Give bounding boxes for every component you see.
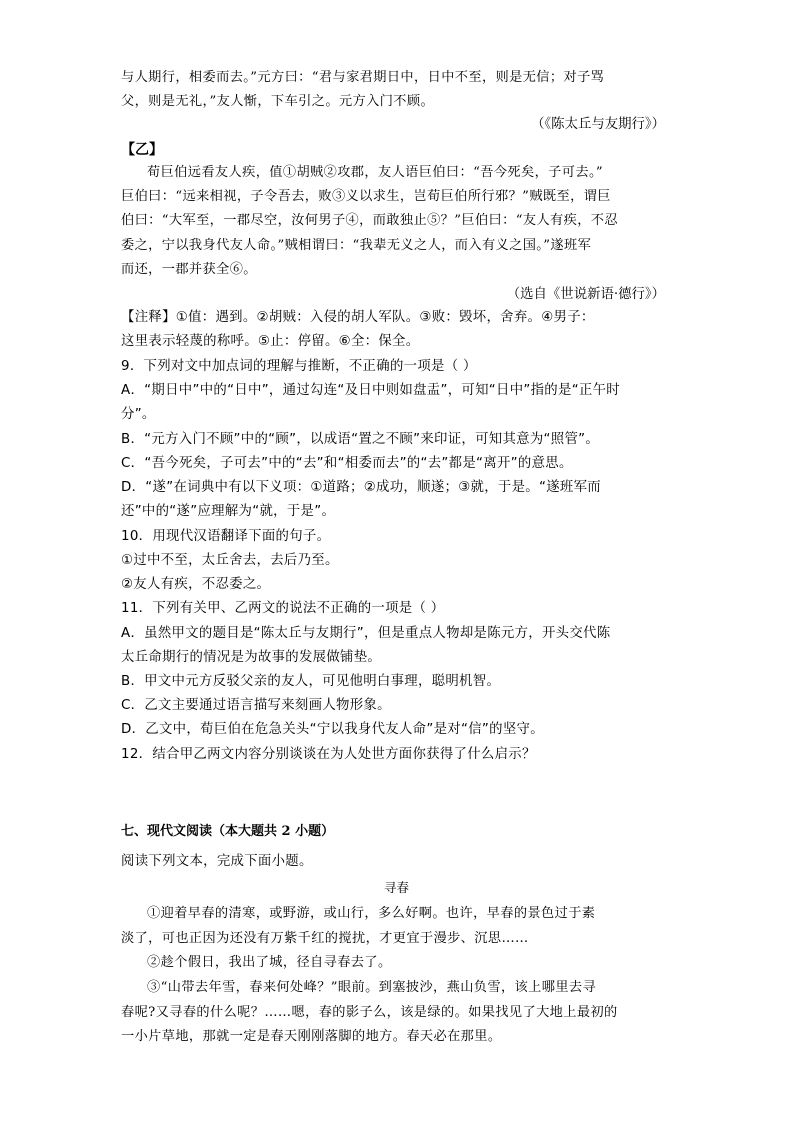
yi-text-line: 委之，宁以我身代友人命。”贼相谓曰：“我辈无义之人，而入有义之国。”遂班军: [121, 238, 592, 253]
passage-line: 春呢?又寻春的什么呢？……嗯，春的影子么，该是绿的。如果找见了大地上最初的: [121, 1005, 618, 1020]
section-heading: 七、现代文阅读（本大题共 2 小题）: [121, 824, 335, 839]
yi-text-line: 而还，一郡并获全⑥。: [121, 262, 257, 277]
section-instruction: 阅读下列文本，完成下面小题。: [121, 854, 313, 869]
jia-text-line: 与人期行，相委而去。”元方曰：“君与家君期日中，日中不至，则是无信；对子骂: [121, 70, 605, 85]
option-9c: C．“吾今死矣，子可去”中的“去”和“相委而去”的“去”都是“离开”的意思。: [121, 456, 573, 471]
jia-text-line: 父，则是无礼，”友人惭，下车引之。元方入门不顾。: [121, 94, 435, 109]
question-10-item-2: ②友人有疾，不忍委之。: [121, 577, 271, 592]
option-11b: B．甲文中元方反驳父亲的友人，可见他明白事理，聪明机智。: [121, 674, 501, 689]
option-9a-cont: 分”。: [121, 407, 156, 422]
passage-line: 淡了，可也正因为还没有万紫千红的搅扰，才更宜于漫步、沉思……: [121, 931, 529, 946]
question-10: 10．用现代汉语翻译下面的句子。: [121, 529, 331, 544]
passage-title: 寻春: [383, 880, 409, 895]
question-9: 9．下列对文中加点词的理解与推断，不正确的一项是（ ）: [121, 359, 477, 374]
passage-line: ①迎着早春的清寒，或野游，或山行，多么好啊。也许，早春的景色过于素: [147, 906, 596, 921]
option-11c: C．乙文主要通过语言描写来刻画人物形象。: [121, 698, 391, 713]
passage-line: ②趁个假日，我出了城，径自寻春去了。: [147, 955, 392, 970]
yi-text-line: 巨伯曰：“远来相视，子令吾去，败③义以求生，岂荀巨伯所行邪？”贼既至，谓巨: [121, 189, 611, 204]
passage-line: ③“山带去年雪，春来何处峰？”眼前。到塞披沙，燕山负雪，该上哪里去寻: [147, 980, 597, 995]
yi-source: （选自《世说新语·德行》）: [506, 287, 665, 302]
option-11d: D．乙文中，荀巨伯在危急关头“宁以我身代友人命”是对“信”的坚守。: [121, 722, 544, 737]
option-9d-cont: 还”中的“遂”应理解为“就，于是”。: [121, 504, 336, 519]
option-9b: B．“元方入门不顾”中的“顾”，以成语“置之不顾”来印证，可知其意为“照管”。: [121, 432, 600, 447]
question-10-item-1: ①过中不至，太丘舍去，去后乃至。: [121, 553, 339, 568]
annotation-line: 这里表示轻蔑的称呼。⑤止：停留。⑥全：保全。: [121, 334, 420, 349]
option-11a-cont: 太丘命期行的情况是为故事的发展做铺垫。: [121, 650, 382, 665]
question-11: 11．下列有关甲、乙两文的说法不正确的一项是（ ）: [121, 601, 445, 616]
question-12: 12．结合甲乙两文内容分别谈谈在为人处世方面你获得了什么启示？: [121, 747, 536, 762]
yi-text-line: 荀巨伯远看友人疾，值①胡贼②攻郡，友人语巨伯曰：“吾今死矣，子可去。”: [147, 165, 604, 180]
yi-header: 【乙】: [121, 142, 163, 158]
yi-text-line: 伯曰：“大军至，一郡尽空，汝何男子④，而敢独止⑤？”巨伯曰：“友人有疾，不忍: [121, 213, 618, 228]
option-9d: D．“遂”在词典中有以下义项：①道路；②成功，顺遂；③就，于是。“遂班军而: [121, 480, 601, 495]
jia-source: （《陈太丘与友期行》）: [531, 117, 665, 132]
passage-line: 一小片草地，那就一定是春天刚刚落脚的地方。春天必在那里。: [121, 1029, 502, 1044]
option-9a: A．“期日中”中的“日中”，通过勾连“及日中则如盘盂”，可知“日中”指的是“正午时: [121, 383, 621, 398]
option-11a: A．虽然甲文的题目是“陈太丘与友期行”，但是重点人物却是陈元方，开头交代陈: [121, 626, 611, 641]
annotation-line: 【注释】①值：遇到。②胡贼：入侵的胡人军队。③败：毁坏，舍弃。④男子：: [121, 310, 595, 325]
